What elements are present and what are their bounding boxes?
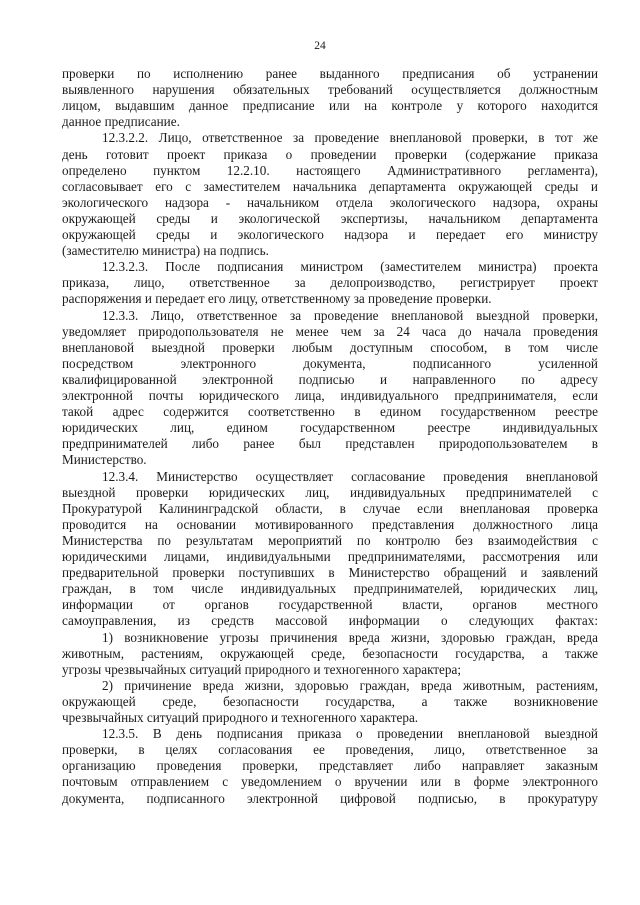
text-line: животным, растениям, окружающей среде, безопасности государства, а также [62, 645, 598, 661]
text-line: согласовывает его с заместителем начальника департамента окружающей среды и [62, 178, 598, 194]
text-line: информации от органов государственной власти, органов местного [62, 597, 598, 613]
text-line: предварительной проверки поступивших в Министерство обращений и заявлений [62, 565, 598, 581]
text-line: 12.3.3. Лицо, ответственное за проведение внеплановой выездной проверки, [102, 307, 598, 323]
text-line: лицом, выдавшим данное предписание или на контроле у которого находится [62, 98, 598, 114]
text-line: выездной проверки юридических лиц, индивидуальных предпринимателей с [62, 484, 598, 500]
text-line: проверки по исполнению ранее выданного предписания об устранении [62, 66, 598, 81]
text-line: внеплановой выездной проверки любым доступным способом, в том числе [62, 339, 598, 355]
text-line: Министерства по результатам мероприятий по контролю без взаимодействия с [62, 532, 598, 548]
text-line: Прокуратурой Калининградской области, в случае если внеплановая проверка [62, 500, 598, 516]
text-line: выявленного нарушения обязательных требований осуществляется должностным [62, 82, 598, 98]
text-line: угрозы чрезвычайных ситуаций природного и техногенного характера; [62, 661, 462, 677]
text-line: день готовит проект приказа о проведении проверки (содержание приказа [62, 146, 598, 162]
text-line: 2) причинение вреда жизни, здоровью граждан, вреда животным, растениям, [102, 677, 598, 693]
text-line: предпринимателей либо ранее был представлен природопользователем в [62, 436, 598, 452]
text-line: 12.3.2.2. Лицо, ответственное за проведение внеплановой проверки, в тот же [102, 130, 598, 146]
text-line: посредством электронного документа, подписанного усиленной [62, 355, 598, 371]
text-line: окружающей среде, безопасности государства, а также возникновение [62, 693, 598, 709]
text-line: юридическими лицами, индивидуальными предпринимателями, рассмотрения или [62, 549, 598, 564]
text-line: 1) возникновение угрозы причинения вреда жизни, здоровью граждан, вреда [102, 629, 598, 645]
text-line: уведомляет природопользователя не менее чем за 24 часа до начала проведения [62, 323, 598, 339]
text-line: чрезвычайных ситуаций природного и техногенного характера. [62, 710, 419, 725]
text-line: Министерство. [62, 452, 147, 468]
text-line: 12.3.2.3. После подписания министром (заместителем министра) проекта [102, 259, 598, 275]
text-line: определено пунктом 12.2.10. настоящего Административного регламента), [62, 162, 598, 178]
text-line: экологического надзора - начальником отдела экологического надзора, охраны [62, 194, 598, 210]
text-line: 12.3.5. В день подписания приказа о проведении внеплановой выездной [102, 726, 598, 742]
text-line: почтовым отправлением с уведомлением о вручении или в форме электронного [62, 774, 598, 790]
text-line: документа, подписанного электронной цифровой подписью, в прокуратуру [62, 790, 598, 806]
text-line: данное предписание. [62, 114, 180, 130]
text-line: 12.3.4. Министерство осуществляет согласование проведения внеплановой [102, 468, 598, 484]
text-line: электронной почты юридического лица, индивидуального предпринимателя, если [62, 388, 598, 403]
text-line: окружающей среды и экологической экспертизы, начальником департамента [62, 210, 598, 226]
text-line: приказа, лицо, ответственное за делопроизводство, регистрирует проект [62, 275, 598, 291]
text-line: такой адрес содержится соответственно в едином государственном реестре [62, 404, 598, 420]
text-line: граждан, в том числе индивидуальных предпринимателей, юридических лиц, [62, 581, 598, 597]
text-line: окружающей среды и экологического надзора и передает его министру [62, 227, 598, 242]
text-line: проводится на основании мотивированного представления должностного лица [62, 516, 598, 532]
text-line: (заместителю министра) на подпись. [62, 243, 269, 259]
text-line: квалифицированной электронной подписью и направленного по адресу [62, 371, 598, 387]
text-line: юридических лиц, едином государственном реестре индивидуальных [62, 420, 598, 436]
text-line: проверки, в целях согласования ее проведения, лицо, ответственное за [62, 742, 598, 758]
page-number: 24 [314, 40, 326, 52]
text-line: самоуправления, из средств массовой информации о следующих фактах: [62, 613, 598, 629]
text-line: организацию проведения проверки, представляет либо направляет заказным [62, 758, 598, 774]
text-line: распоряжения и передает его лицу, ответственному за проведение проверки. [62, 291, 492, 307]
